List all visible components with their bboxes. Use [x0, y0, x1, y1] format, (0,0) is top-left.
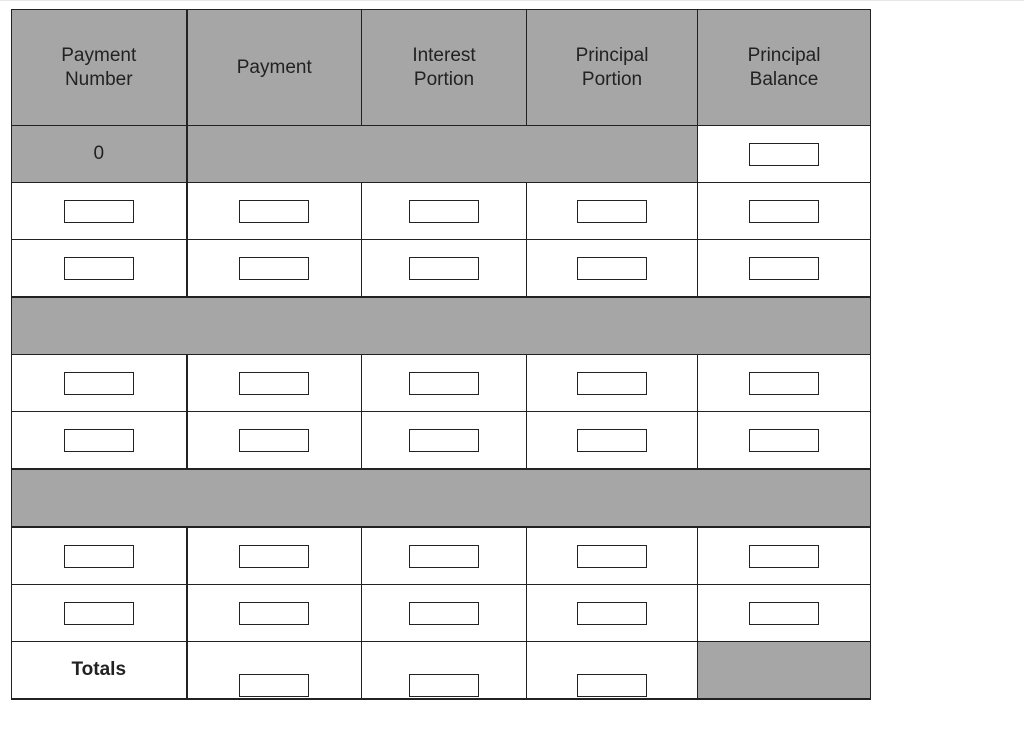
amortization-table	[11, 9, 871, 700]
total-interest-portion-input[interactable]	[409, 674, 479, 697]
payment-input[interactable]	[239, 200, 309, 223]
payment-input[interactable]	[239, 372, 309, 395]
table-row-initial	[12, 126, 871, 183]
payment-input[interactable]	[239, 602, 309, 625]
table-row	[12, 527, 871, 585]
header-row	[12, 10, 871, 126]
payment-number-input[interactable]	[64, 429, 134, 452]
principal-portion-input[interactable]	[577, 545, 647, 568]
principal-balance-input[interactable]	[749, 545, 819, 568]
interest-portion-input[interactable]	[409, 429, 479, 452]
gap-shaded-row	[12, 469, 871, 527]
header-principal-portion: Principal Portion	[527, 10, 698, 126]
principal-balance-input[interactable]	[749, 372, 819, 395]
interest-portion-input[interactable]	[409, 372, 479, 395]
table-row	[12, 240, 871, 298]
table-row	[12, 183, 871, 240]
principal-balance-input[interactable]	[749, 200, 819, 223]
total-principal-portion-input[interactable]	[577, 674, 647, 697]
table-row	[12, 355, 871, 412]
header-principal-balance: Principal Balance	[698, 10, 871, 126]
shaded-cell	[698, 642, 871, 700]
principal-balance-input[interactable]	[749, 257, 819, 280]
header-payment-number: Payment Number	[12, 10, 187, 126]
header-payment: Payment	[187, 10, 362, 126]
payment-number-input[interactable]	[64, 200, 134, 223]
payment-input[interactable]	[239, 429, 309, 452]
payment-number-input[interactable]	[64, 257, 134, 280]
totals-row	[12, 642, 871, 700]
total-payment-input[interactable]	[239, 674, 309, 697]
shaded-cell	[187, 126, 698, 183]
principal-portion-input[interactable]	[577, 200, 647, 223]
principal-portion-input[interactable]	[577, 257, 647, 280]
principal-balance-input[interactable]	[749, 429, 819, 452]
top-divider	[0, 0, 1024, 1]
header-interest-portion: Interest Portion	[362, 10, 527, 126]
gap-shaded-row	[12, 297, 871, 355]
interest-portion-input[interactable]	[409, 257, 479, 280]
totals-label: Totals	[12, 642, 187, 700]
payment-input[interactable]	[239, 257, 309, 280]
payment-number-input[interactable]	[64, 372, 134, 395]
payment-input[interactable]	[239, 545, 309, 568]
payment-number-input[interactable]	[64, 602, 134, 625]
principal-portion-input[interactable]	[577, 372, 647, 395]
interest-portion-input[interactable]	[409, 602, 479, 625]
principal-portion-input[interactable]	[577, 429, 647, 452]
principal-balance-input[interactable]	[749, 602, 819, 625]
principal-balance-input[interactable]	[749, 143, 819, 166]
payment-number-cell: 0	[12, 126, 187, 183]
table-row	[12, 585, 871, 642]
gap-row	[12, 469, 871, 527]
principal-portion-input[interactable]	[577, 602, 647, 625]
balance-cell	[698, 126, 871, 183]
payment-number-input[interactable]	[64, 545, 134, 568]
table-row	[12, 412, 871, 470]
interest-portion-input[interactable]	[409, 545, 479, 568]
interest-portion-input[interactable]	[409, 200, 479, 223]
gap-row	[12, 297, 871, 355]
